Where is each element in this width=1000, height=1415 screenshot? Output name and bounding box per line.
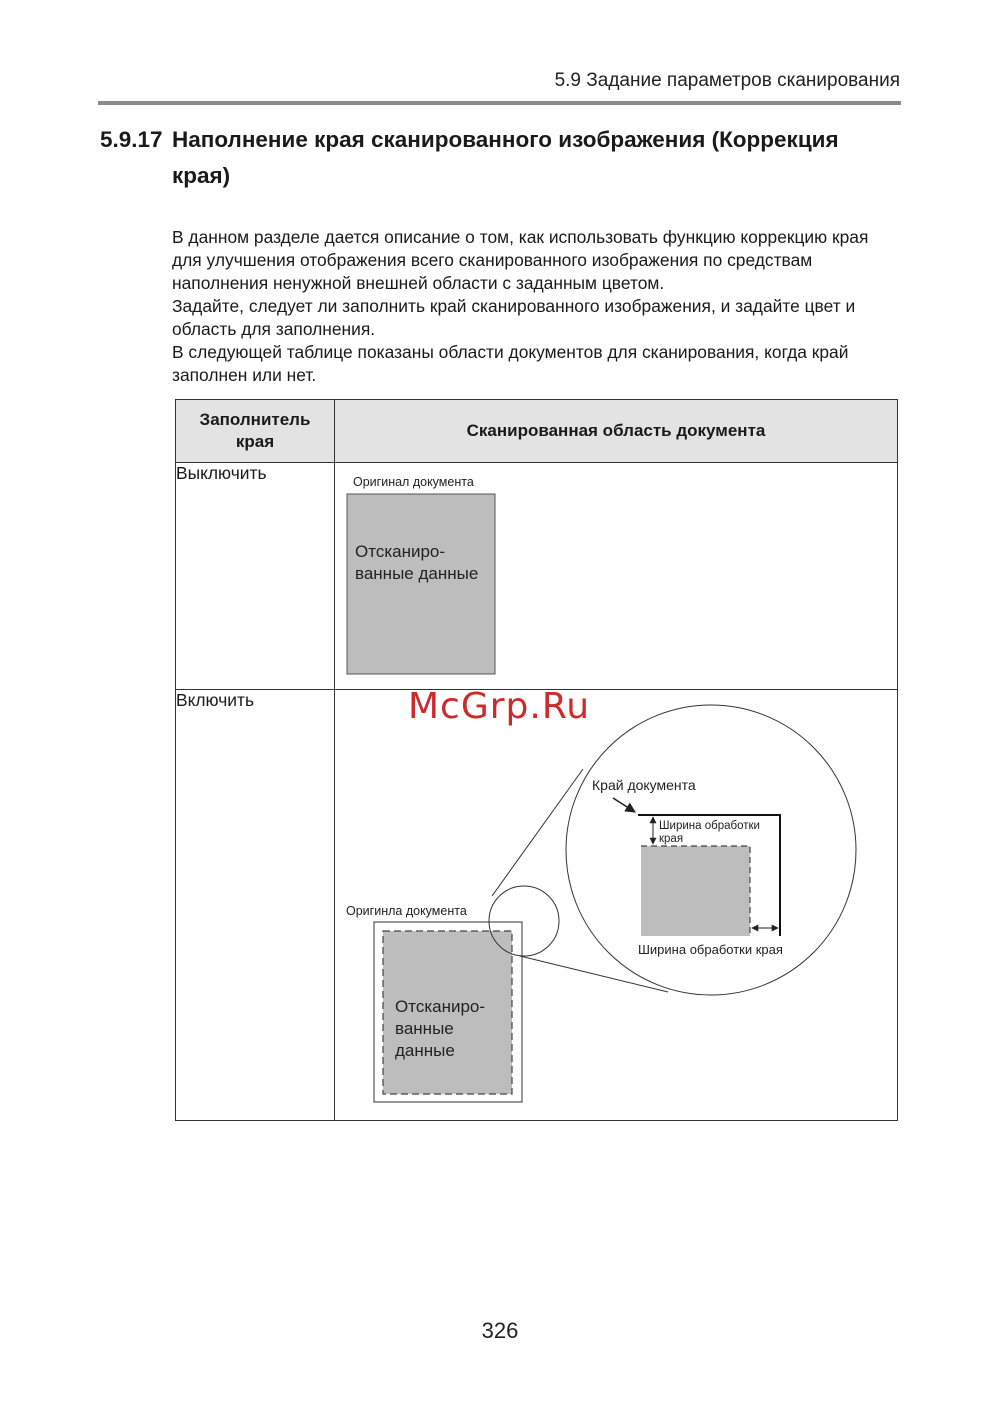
intro-text [172, 226, 902, 387]
section-title-line2: края) [172, 163, 231, 188]
running-header: 5.9 Задание параметров сканирования [554, 70, 900, 91]
watermark: McGrp.Ru [408, 686, 591, 727]
on-scan-text-2: ванные [395, 1019, 454, 1038]
edge-fill-table [175, 399, 898, 1121]
diagram-on-svg [335, 690, 897, 1120]
col-header-edge-fill-line1: Заполнитель [199, 410, 311, 429]
row-on-diagram [335, 690, 898, 1121]
intro-paragraph-3: В следующей таблице показаны области документов для сканирования, когда край заполнен или нет. [172, 342, 849, 385]
width-right-label: Ширина обработки края [638, 942, 783, 957]
on-doc-label: Оригинла документа [346, 904, 467, 918]
width-top-label-1: Ширина обработки [659, 820, 760, 832]
section-title [100, 122, 900, 194]
table-header-row [176, 400, 898, 463]
section-number: 5.9.17 [100, 127, 163, 152]
on-scan-text-3: данные [395, 1041, 455, 1060]
row-on-label: Включить [176, 690, 335, 1121]
off-doc-label: Оригинал документа [353, 475, 474, 489]
diagram-off-svg [335, 463, 897, 689]
intro-paragraph-1: В данном разделе дается описание о том, как использовать функцию коррекцию края для улучшения отображения всего сканированного изображения по средствам наполнения ненужной внешней области с заданным цветом. [172, 227, 869, 293]
col-header-edge-fill [176, 400, 335, 463]
edge-label: Край документа [592, 777, 696, 793]
on-scan-text-1: Отсканиро- [395, 997, 486, 1016]
page-number: 326 [481, 1318, 519, 1343]
magnify-source-circle [489, 886, 559, 956]
intro-paragraph-2: Задайте, следует ли заполнить край сканированного изображения, и задайте цвет и область для заполнения. [172, 296, 856, 339]
zoom-scanned-area [641, 846, 750, 936]
width-top-label-2: края [659, 833, 684, 845]
table-row-on [176, 690, 898, 1121]
off-scanned-area [347, 494, 495, 674]
off-scan-text-1: Отсканиро- [355, 542, 446, 561]
row-off-diagram [335, 463, 898, 690]
header-rule [98, 101, 901, 105]
col-header-edge-fill-line2: края [235, 432, 275, 451]
col-header-scan-area: Сканированная область документа [335, 400, 898, 463]
off-scan-text-2: ванные данные [355, 564, 479, 583]
row-off-label: Выключить [176, 463, 335, 690]
table-row-off [176, 463, 898, 690]
section-title-line1: Наполнение края сканированного изображения (Коррекция [172, 127, 839, 152]
